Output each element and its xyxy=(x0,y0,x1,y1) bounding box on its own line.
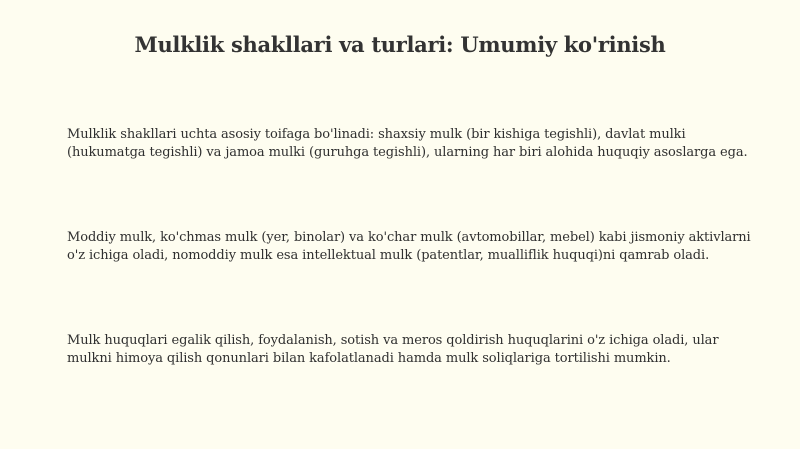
paragraph-property-types: Moddiy mulk, ko'chmas mulk (yer, binolar) va ko'char mulk (avtomobillar, mebel) kabi jismoniy aktivlarni o'z ichiga oladi, nomoddiy mulk esa intellektual mulk (patentlar, mualliflik huquqi)ni qamrab oladi. xyxy=(67,230,751,263)
paragraph-property-rights: Mulk huquqlari egalik qilish, foydalanish, sotish va meros qoldirish huquqlarini o'z ichiga oladi, ular mulkni himoya qilish qonunlari bilan kafolatlanadi hamda mulk soliqlariga tortilishi mumkin. xyxy=(67,333,719,366)
slide-title: Mulklik shakllari va turlari: Umumiy ko'rinish xyxy=(134,32,666,57)
paragraph-ownership-forms: Mulklik shakllari uchta asosiy toifaga bo'linadi: shaxsiy mulk (bir kishiga tegishli), davlat mulki (hukumatga tegishli) va jamoa mulki (guruhga tegishli), ularning har biri alohida huquqiy asoslarga ega. xyxy=(67,127,748,160)
